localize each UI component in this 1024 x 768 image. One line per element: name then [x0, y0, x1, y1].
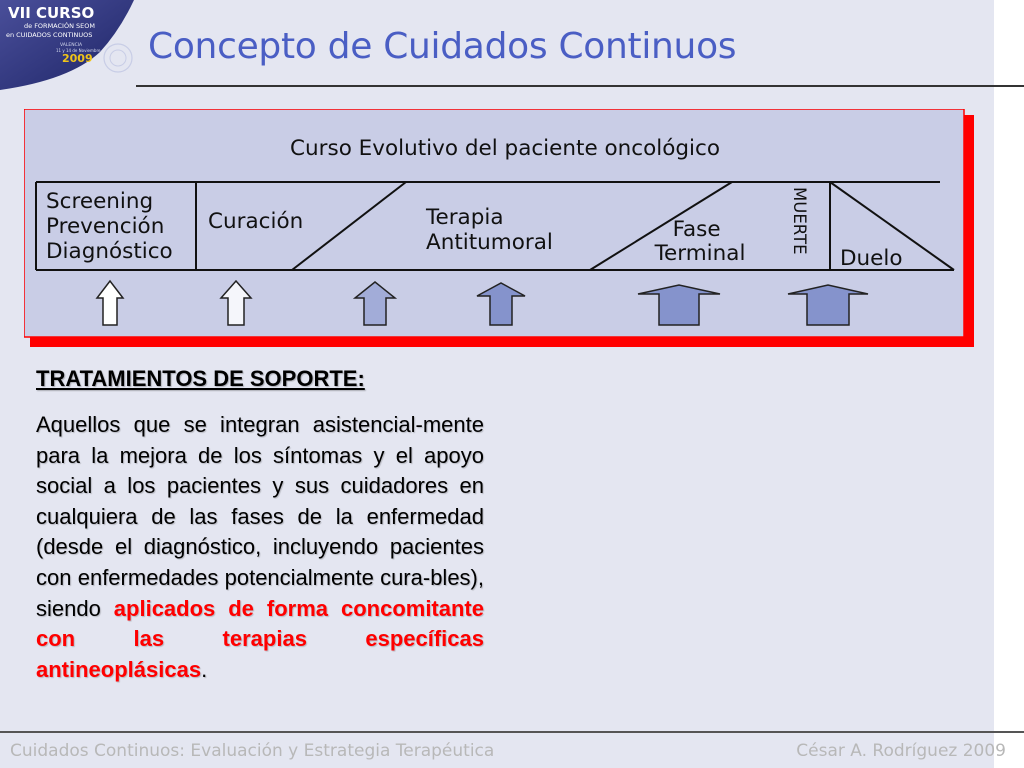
definition-text: Aquellos que se integran asistencial-mente para la mejora de los síntomas y el apoyo social a los pacientes y sus cuidadores en cualquiera de las fases de la enfermedad (desde el diagnóstico, incluyendo pacientes con enfermedades potencialmente cura-bles), siendo: [36, 412, 484, 621]
footer-course-title: Cuidados Continuos: Evaluación y Estrategia Terapéutica: [10, 741, 495, 761]
footer-author: César A. Rodríguez 2009: [796, 741, 1006, 761]
section-heading: TRATAMIENTOS DE SOPORTE:: [36, 366, 365, 391]
slide-title: Concepto de Cuidados Continuos: [148, 26, 737, 67]
logo-line1: VII CURSO: [8, 4, 95, 22]
definition-paragraph: [36, 410, 484, 685]
logo-line2: de FORMACIÓN SEOM: [24, 22, 95, 30]
definition-end: .: [201, 656, 208, 682]
patient-course-diagram: [24, 109, 974, 347]
stage-terapia: Terapia Antitumoral: [426, 205, 553, 255]
title-divider: [136, 85, 1024, 87]
stage-screening: Screening Prevención Diagnóstico: [46, 189, 173, 264]
logo-line3: en CUIDADOS CONTINUOS: [6, 31, 93, 39]
logo-line4: VALENCIA: [60, 43, 83, 48]
stage-curacion: Curación: [208, 209, 304, 234]
footer-divider: [0, 731, 1024, 733]
diagram-heading: Curso Evolutivo del paciente oncológico: [290, 136, 720, 161]
stage-muerte: MUERTE: [790, 187, 809, 255]
logo-line5: 11 y 14 de Noviembre: [56, 48, 101, 53]
stage-fase-terminal: Fase Terminal: [654, 217, 746, 266]
definition-highlight: aplicados de forma concomitante con las terapias específicas antineoplásicas: [36, 595, 484, 682]
course-logo: [0, 0, 136, 90]
stage-duelo: Duelo: [840, 246, 903, 271]
logo-year: 2009: [62, 52, 93, 65]
